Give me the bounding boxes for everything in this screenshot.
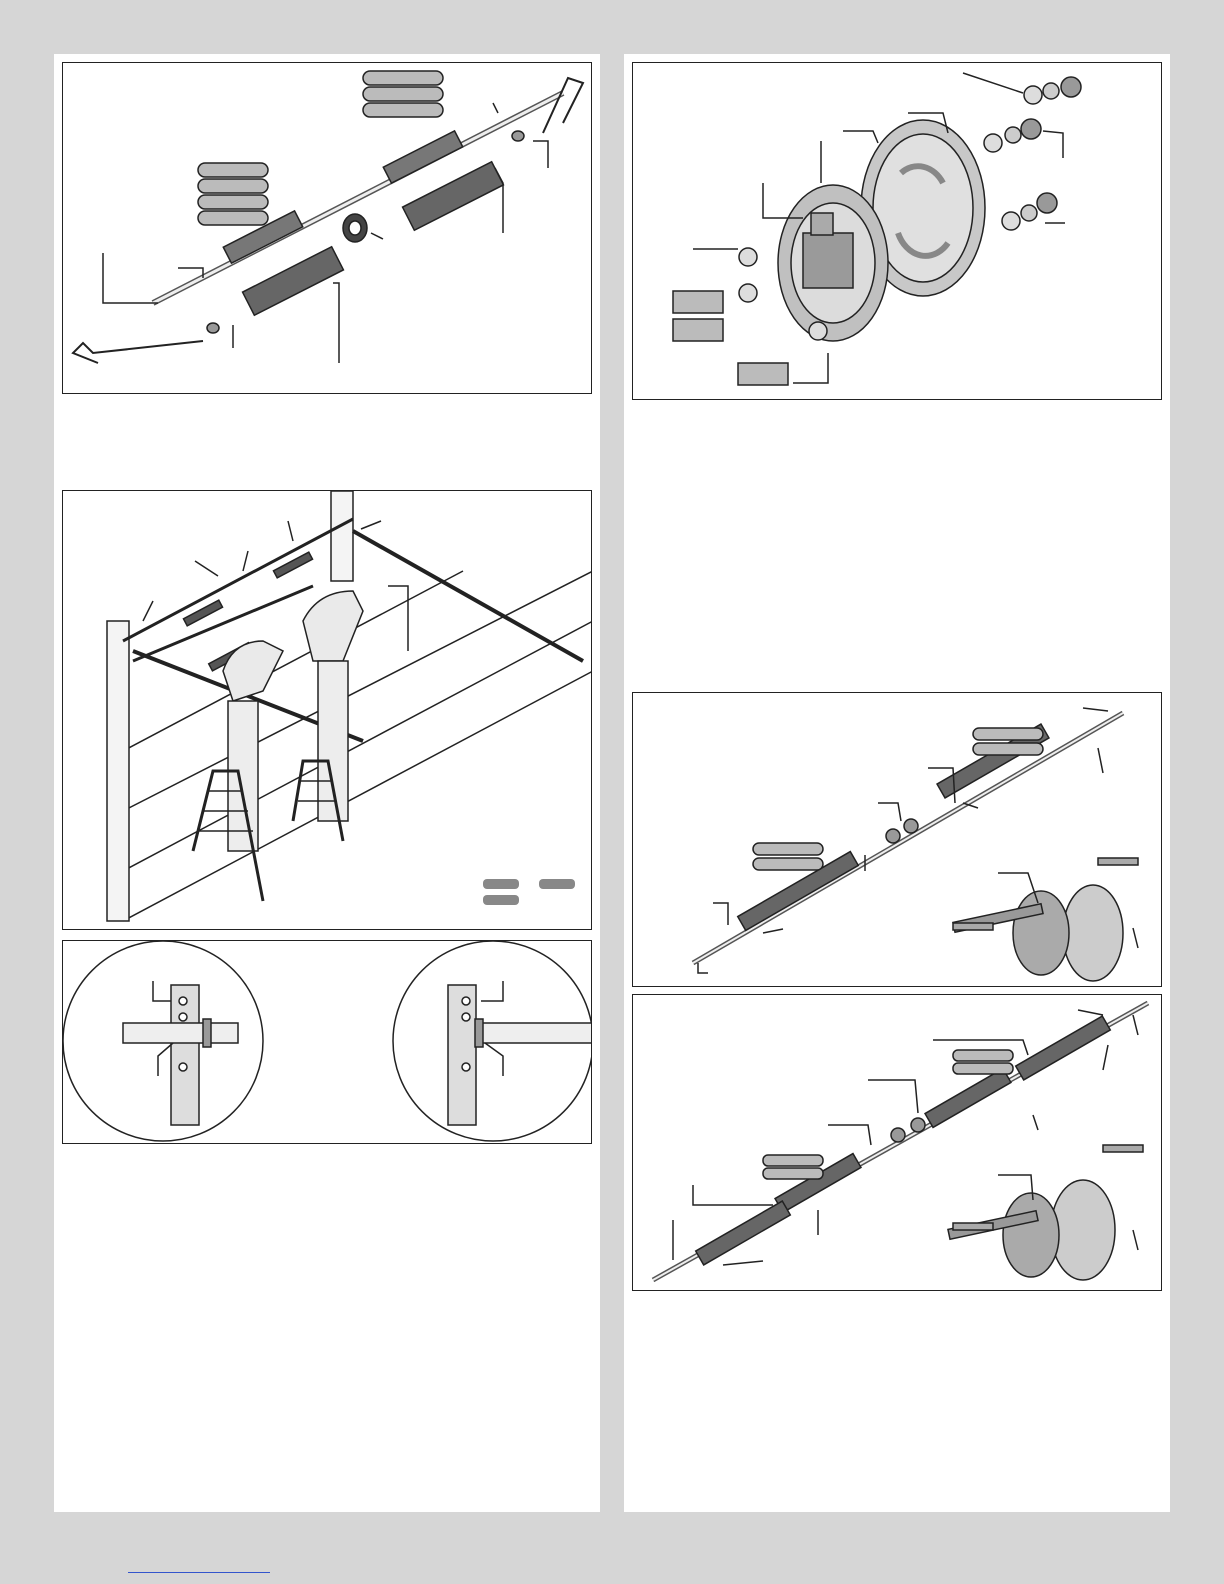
single-spring-shaft-figure bbox=[632, 692, 1162, 987]
double-spring-shaft-figure bbox=[632, 994, 1162, 1291]
torsion-shaft-assembly-illustration bbox=[63, 63, 592, 394]
garage-door-installation-illustration bbox=[63, 491, 592, 930]
door-install-figure bbox=[62, 490, 592, 930]
torsion-assembly-figure bbox=[62, 62, 592, 394]
bearing-detail-figure bbox=[62, 940, 592, 1144]
double-spring-shaft-illustration bbox=[633, 995, 1162, 1291]
cable-drum-exploded-illustration bbox=[633, 63, 1162, 400]
cable-drum-figure bbox=[632, 62, 1162, 400]
end-bearing-bracket-detail-illustration bbox=[63, 941, 592, 1144]
footer-link-underline[interactable] bbox=[128, 1572, 270, 1573]
single-spring-shaft-illustration bbox=[633, 693, 1162, 987]
